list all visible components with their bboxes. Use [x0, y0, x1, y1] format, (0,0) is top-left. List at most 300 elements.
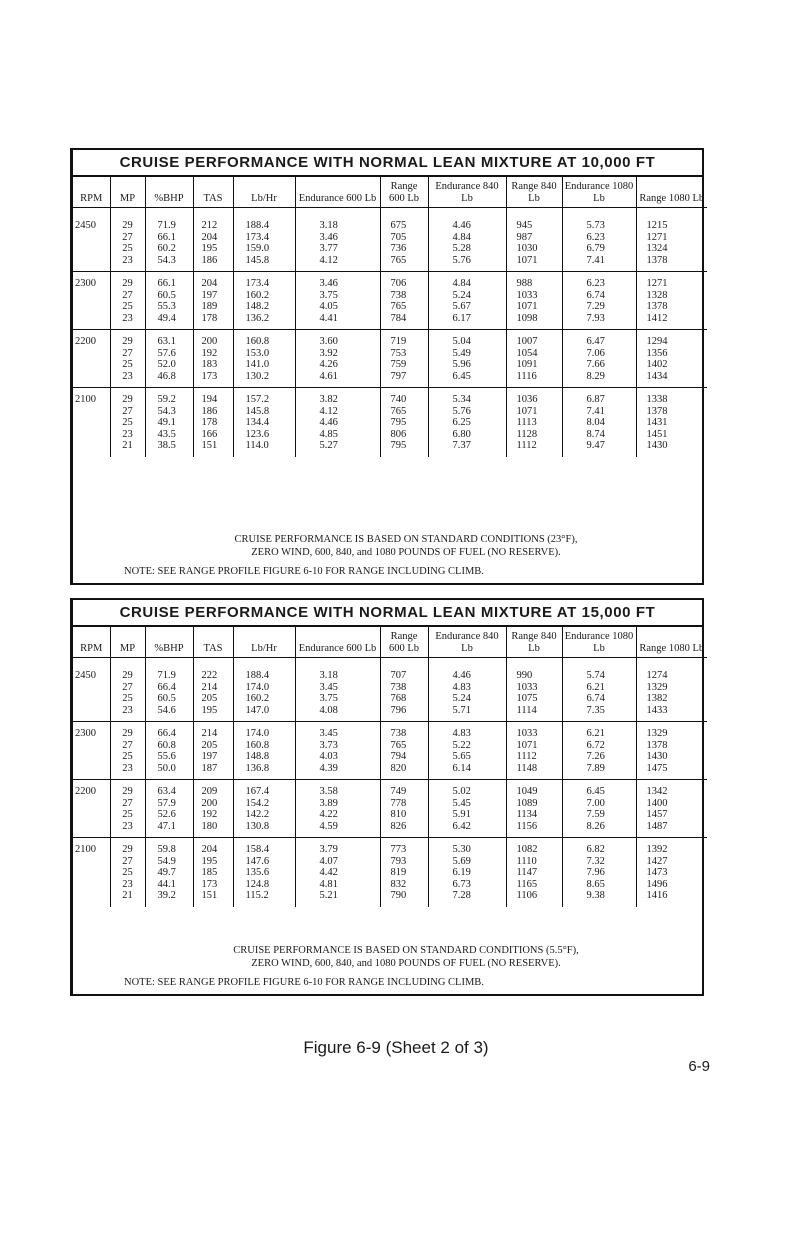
- value-cell: [193, 722, 233, 780]
- cell-value: 7.29: [586, 301, 605, 312]
- cell-value: 6.74: [586, 289, 605, 301]
- cell-value: 195: [201, 243, 218, 254]
- cell-value: 59.2: [157, 394, 176, 405]
- cell-value: 1134: [516, 809, 538, 820]
- column-header: Lb/Hr: [233, 177, 295, 208]
- cell-value: 25: [122, 809, 133, 820]
- value-cell: [145, 664, 193, 722]
- cell-value: 6.21: [586, 681, 605, 693]
- cell-value: 5.24: [452, 289, 471, 301]
- cell-value: 759: [390, 359, 407, 370]
- cell-value: 135.6: [245, 867, 270, 878]
- cell-value: 27: [122, 797, 133, 809]
- cell-value: 4.22: [319, 809, 338, 820]
- rpm-cell: 2200: [73, 330, 110, 388]
- cell-value: 3.73: [319, 739, 338, 751]
- cell-value: 180: [201, 820, 218, 832]
- value-cell: [110, 388, 145, 457]
- rpm-cell: 2300: [73, 272, 110, 330]
- value-cell: [193, 664, 233, 722]
- value-cell: [380, 388, 428, 457]
- value-cell: [145, 388, 193, 457]
- cell-value: 1433: [646, 704, 668, 716]
- cell-value: 797: [390, 370, 407, 382]
- cell-value: 123.6: [245, 428, 270, 440]
- column-header: %BHP: [145, 177, 193, 208]
- cell-value: 6.80: [452, 428, 471, 440]
- cell-value: 142.2: [245, 809, 270, 820]
- cell-value: 4.12: [319, 254, 338, 266]
- cell-value: 1098: [516, 312, 538, 324]
- cell-value: 1054: [516, 347, 538, 359]
- cell-value: 25: [122, 751, 133, 762]
- value-cell: [428, 272, 506, 330]
- cell-value: 3.75: [319, 693, 338, 704]
- cell-value: 1430: [646, 440, 668, 451]
- cell-value: 63.4: [157, 786, 176, 797]
- cell-value: 145.8: [245, 254, 270, 266]
- cell-value: 21: [122, 440, 133, 451]
- cell-value: 773: [390, 844, 407, 855]
- cell-value: 148.8: [245, 751, 270, 762]
- cell-value: 1106: [516, 890, 538, 901]
- value-cell: [506, 272, 562, 330]
- cell-value: 55.3: [157, 301, 176, 312]
- cell-value: 185: [201, 867, 218, 878]
- cell-value: 147.0: [245, 704, 270, 716]
- cell-value: 810: [390, 809, 407, 820]
- cell-value: 738: [390, 681, 407, 693]
- cell-value: 205: [201, 739, 218, 751]
- cell-value: 5.73: [586, 220, 605, 231]
- cell-value: 5.74: [586, 670, 605, 681]
- cell-value: 60.5: [157, 289, 176, 301]
- cell-value: 192: [201, 347, 218, 359]
- cell-value: 141.0: [245, 359, 270, 370]
- cell-value: 753: [390, 347, 407, 359]
- column-header: Endurance 840 Lb: [428, 177, 506, 208]
- cell-value: 1033: [516, 681, 538, 693]
- cell-value: 4.12: [319, 405, 338, 417]
- cell-value: 1049: [516, 786, 538, 797]
- cell-value: 6.82: [586, 844, 605, 855]
- cell-value: 5.71: [452, 704, 471, 716]
- rpm-cell: 2100: [73, 838, 110, 907]
- value-cell: [295, 388, 380, 457]
- cell-value: 187: [201, 762, 218, 774]
- cell-value: 1116: [516, 370, 537, 382]
- cell-value: 174.0: [245, 728, 270, 739]
- cell-value: 189: [201, 301, 218, 312]
- cell-value: 7.26: [586, 751, 605, 762]
- cell-value: 3.82: [319, 394, 338, 405]
- cell-value: 1271: [646, 231, 668, 243]
- cell-value: 806: [390, 428, 407, 440]
- cell-value: 173.4: [245, 231, 270, 243]
- cell-value: 160.2: [245, 693, 270, 704]
- cell-value: 784: [390, 312, 407, 324]
- cell-value: 8.29: [586, 370, 605, 382]
- cell-value: 66.1: [157, 278, 176, 289]
- cell-value: 719: [390, 336, 407, 347]
- column-header: Endurance 600 Lb: [295, 627, 380, 658]
- cell-value: 25: [122, 359, 133, 370]
- cell-value: 1030: [516, 243, 538, 254]
- cell-value: 157.2: [245, 394, 270, 405]
- cell-value: 192: [201, 809, 218, 820]
- cell-value: 209: [201, 786, 218, 797]
- cell-value: 1114: [516, 704, 537, 716]
- value-cell: [193, 780, 233, 838]
- cell-value: 1412: [646, 312, 668, 324]
- cell-value: 790: [390, 890, 407, 901]
- cell-value: 7.06: [586, 347, 605, 359]
- cell-value: 5.04: [452, 336, 471, 347]
- cell-value: 768: [390, 693, 407, 704]
- value-cell: [295, 722, 380, 780]
- cell-value: 1473: [646, 867, 668, 878]
- cell-value: 1033: [516, 289, 538, 301]
- cell-value: 6.42: [452, 820, 471, 832]
- cell-value: 1378: [646, 254, 668, 266]
- cell-value: 44.1: [157, 878, 176, 890]
- table-body: [73, 208, 707, 457]
- cell-value: 204: [201, 231, 218, 243]
- cell-value: 1431: [646, 417, 668, 428]
- value-cell: [110, 330, 145, 388]
- cell-value: 39.2: [157, 890, 176, 901]
- cruise-table-15000ft: [70, 598, 704, 996]
- cell-value: 60.8: [157, 739, 176, 751]
- note-text: NOTE: SEE RANGE PROFILE FIGURE 6-10 FOR RANGE INCLUDING CLIMB.: [124, 977, 484, 988]
- cell-value: 765: [390, 254, 407, 266]
- cell-value: 178: [201, 312, 218, 324]
- cell-value: 1378: [646, 739, 668, 751]
- value-cell: [193, 330, 233, 388]
- cell-value: 54.3: [157, 254, 176, 266]
- cell-value: 197: [201, 289, 218, 301]
- cell-value: 7.37: [452, 440, 471, 451]
- value-cell: [428, 664, 506, 722]
- cell-value: 195: [201, 704, 218, 716]
- table-title: CRUISE PERFORMANCE WITH NORMAL LEAN MIXTURE AT 10,000 FT: [73, 150, 702, 177]
- cell-value: 29: [122, 728, 133, 739]
- cell-value: 1430: [646, 751, 668, 762]
- cell-value: 205: [201, 693, 218, 704]
- cell-value: 765: [390, 739, 407, 751]
- value-cell: [233, 214, 295, 272]
- column-header: TAS: [193, 627, 233, 658]
- cruise-table-10000ft: [70, 148, 704, 585]
- cell-value: 27: [122, 405, 133, 417]
- cell-value: 114.0: [245, 440, 269, 451]
- rpm-group-row: [73, 214, 707, 272]
- cell-value: 4.83: [452, 681, 471, 693]
- table-notes: [110, 525, 702, 583]
- cell-value: 23: [122, 762, 133, 774]
- cell-value: 987: [516, 231, 533, 243]
- value-cell: [506, 780, 562, 838]
- value-cell: [110, 780, 145, 838]
- cell-value: 4.26: [319, 359, 338, 370]
- cell-value: 1342: [646, 786, 668, 797]
- cell-value: 49.1: [157, 417, 176, 428]
- cell-value: 27: [122, 855, 133, 867]
- cell-value: 66.1: [157, 231, 176, 243]
- cell-value: 57.9: [157, 797, 176, 809]
- cell-value: 4.81: [319, 878, 338, 890]
- cell-value: 5.34: [452, 394, 471, 405]
- cell-value: 183: [201, 359, 218, 370]
- value-cell: [110, 722, 145, 780]
- cell-value: 29: [122, 278, 133, 289]
- cell-value: 1324: [646, 243, 668, 254]
- cell-value: 5.45: [452, 797, 471, 809]
- cell-value: 1378: [646, 301, 668, 312]
- cell-value: 5.65: [452, 751, 471, 762]
- cell-value: 1112: [516, 440, 537, 451]
- cell-value: 57.6: [157, 347, 176, 359]
- table-body: [73, 658, 707, 907]
- cell-value: 27: [122, 231, 133, 243]
- value-cell: [233, 780, 295, 838]
- cell-value: 6.17: [452, 312, 471, 324]
- cell-value: 130.2: [245, 370, 270, 382]
- value-cell: [380, 780, 428, 838]
- cell-value: 60.2: [157, 243, 176, 254]
- cell-value: 793: [390, 855, 407, 867]
- cell-value: 200: [201, 336, 218, 347]
- cell-value: 1402: [646, 359, 668, 370]
- cell-value: 3.18: [319, 220, 338, 231]
- cell-value: 1329: [646, 681, 668, 693]
- cell-value: 212: [201, 220, 218, 231]
- cell-value: 4.84: [452, 278, 471, 289]
- cell-value: 4.03: [319, 751, 338, 762]
- cell-value: 1451: [646, 428, 668, 440]
- cell-value: 167.4: [245, 786, 270, 797]
- column-header: RPM: [73, 627, 110, 658]
- cell-value: 188.4: [245, 220, 270, 231]
- cell-value: 9.47: [586, 440, 605, 451]
- cell-value: 3.45: [319, 681, 338, 693]
- value-cell: [636, 330, 707, 388]
- cell-value: 5.91: [452, 809, 471, 820]
- table-notes: [110, 936, 702, 994]
- value-cell: [428, 722, 506, 780]
- cell-value: 3.46: [319, 231, 338, 243]
- value-cell: [295, 838, 380, 907]
- cell-value: 147.6: [245, 855, 270, 867]
- cell-value: 3.89: [319, 797, 338, 809]
- cell-value: 188.4: [245, 670, 270, 681]
- cell-value: 136.8: [245, 762, 270, 774]
- cell-value: 7.32: [586, 855, 605, 867]
- rpm-cell: 2300: [73, 722, 110, 780]
- cell-value: 675: [390, 220, 407, 231]
- table-header: [73, 177, 707, 208]
- cell-value: 1082: [516, 844, 538, 855]
- value-cell: [562, 272, 636, 330]
- cell-value: 1294: [646, 336, 668, 347]
- value-cell: [636, 780, 707, 838]
- cell-value: 795: [390, 440, 407, 451]
- value-cell: [636, 214, 707, 272]
- cell-value: 49.4: [157, 312, 176, 324]
- cell-value: 214: [201, 728, 218, 739]
- cell-value: 1071: [516, 739, 538, 751]
- cell-value: 1071: [516, 405, 538, 417]
- column-header: Range 600 Lb: [380, 177, 428, 208]
- value-cell: [636, 388, 707, 457]
- column-header: MP: [110, 177, 145, 208]
- cell-value: 47.1: [157, 820, 176, 832]
- cell-value: 134.4: [245, 417, 270, 428]
- rpm-group-row: [73, 838, 707, 907]
- cell-value: 52.6: [157, 809, 176, 820]
- cell-value: 6.21: [586, 728, 605, 739]
- cell-value: 6.25: [452, 417, 471, 428]
- cell-value: 25: [122, 301, 133, 312]
- cell-value: 21: [122, 890, 133, 901]
- cell-value: 38.5: [157, 440, 176, 451]
- value-cell: [380, 664, 428, 722]
- cell-value: 1112: [516, 751, 537, 762]
- value-cell: [110, 838, 145, 907]
- cell-value: 990: [516, 670, 533, 681]
- value-cell: [562, 214, 636, 272]
- cell-value: 5.27: [319, 440, 338, 451]
- rpm-group-row: [73, 388, 707, 457]
- cell-value: 4.46: [452, 220, 471, 231]
- rpm-group-row: [73, 780, 707, 838]
- cell-value: 7.00: [586, 797, 605, 809]
- cell-value: 4.61: [319, 370, 338, 382]
- cell-value: 5.76: [452, 254, 471, 266]
- cell-value: 130.8: [245, 820, 270, 832]
- conditions-text: [110, 525, 702, 559]
- value-cell: [506, 388, 562, 457]
- cell-value: 151: [201, 890, 218, 901]
- cell-value: 197: [201, 751, 218, 762]
- cell-value: 49.7: [157, 867, 176, 878]
- value-cell: [110, 664, 145, 722]
- cell-value: 194: [201, 394, 218, 405]
- cell-value: 8.04: [586, 417, 605, 428]
- cell-value: 160.8: [245, 739, 270, 751]
- cell-value: 794: [390, 751, 407, 762]
- value-cell: [295, 272, 380, 330]
- cell-value: 5.67: [452, 301, 471, 312]
- cell-value: 154.2: [245, 797, 270, 809]
- column-header: Range 1080 Lb: [636, 177, 707, 208]
- cell-value: 705: [390, 231, 407, 243]
- value-cell: [145, 722, 193, 780]
- column-header: Endurance 600 Lb: [295, 177, 380, 208]
- column-header: Endurance 840 Lb: [428, 627, 506, 658]
- cell-value: 4.85: [319, 428, 338, 440]
- cell-value: 1400: [646, 797, 668, 809]
- cell-value: 1089: [516, 797, 538, 809]
- value-cell: [145, 780, 193, 838]
- cell-value: 1110: [516, 855, 537, 867]
- cell-value: 136.2: [245, 312, 270, 324]
- cell-value: 6.79: [586, 243, 605, 254]
- value-cell: [636, 838, 707, 907]
- cell-value: 59.8: [157, 844, 176, 855]
- value-cell: [193, 214, 233, 272]
- cell-value: 25: [122, 243, 133, 254]
- cell-value: 8.26: [586, 820, 605, 832]
- cell-value: 1338: [646, 394, 668, 405]
- cell-value: 23: [122, 820, 133, 832]
- cell-value: 1033: [516, 728, 538, 739]
- cell-value: 945: [516, 220, 533, 231]
- cell-value: 5.24: [452, 693, 471, 704]
- cell-value: 7.59: [586, 809, 605, 820]
- cell-value: 5.22: [452, 739, 471, 751]
- rpm-group-row: [73, 330, 707, 388]
- cell-value: 159.0: [245, 243, 270, 254]
- value-cell: [295, 214, 380, 272]
- cell-value: 25: [122, 417, 133, 428]
- cell-value: 819: [390, 867, 407, 878]
- value-cell: [428, 330, 506, 388]
- cell-value: 707: [390, 670, 407, 681]
- cell-value: 765: [390, 301, 407, 312]
- cell-value: 166: [201, 428, 218, 440]
- value-cell: [233, 330, 295, 388]
- cell-value: 7.66: [586, 359, 605, 370]
- cell-value: 27: [122, 681, 133, 693]
- cell-value: 1427: [646, 855, 668, 867]
- cell-value: 153.0: [245, 347, 270, 359]
- cell-value: 3.45: [319, 728, 338, 739]
- cell-value: 1274: [646, 670, 668, 681]
- cell-value: 160.2: [245, 289, 270, 301]
- cell-value: 795: [390, 417, 407, 428]
- column-header: Range 600 Lb: [380, 627, 428, 658]
- value-cell: [295, 780, 380, 838]
- cell-value: 1329: [646, 728, 668, 739]
- cell-value: 1071: [516, 254, 538, 266]
- cell-value: 8.74: [586, 428, 605, 440]
- page-number: 6-9: [688, 1058, 710, 1075]
- conditions-line: CRUISE PERFORMANCE IS BASED ON STANDARD CONDITIONS (5.5°F),: [233, 945, 579, 956]
- cell-value: 6.47: [586, 336, 605, 347]
- column-header: Endurance 1080 Lb: [562, 177, 636, 208]
- cell-value: 4.46: [452, 670, 471, 681]
- cell-value: 1156: [516, 820, 538, 832]
- cell-value: 4.07: [319, 855, 338, 867]
- cell-value: 1165: [516, 878, 538, 890]
- cell-value: 9.38: [586, 890, 605, 901]
- cell-value: 23: [122, 312, 133, 324]
- column-header: TAS: [193, 177, 233, 208]
- cell-value: 5.76: [452, 405, 471, 417]
- cell-value: 115.2: [245, 890, 269, 901]
- cell-value: 738: [390, 289, 407, 301]
- cell-value: 27: [122, 739, 133, 751]
- cell-value: 29: [122, 394, 133, 405]
- cell-value: 43.5: [157, 428, 176, 440]
- cell-value: 222: [201, 670, 218, 681]
- cell-value: 4.41: [319, 312, 338, 324]
- cell-value: 124.8: [245, 878, 270, 890]
- value-cell: [145, 838, 193, 907]
- cell-value: 66.4: [157, 728, 176, 739]
- cell-value: 820: [390, 762, 407, 774]
